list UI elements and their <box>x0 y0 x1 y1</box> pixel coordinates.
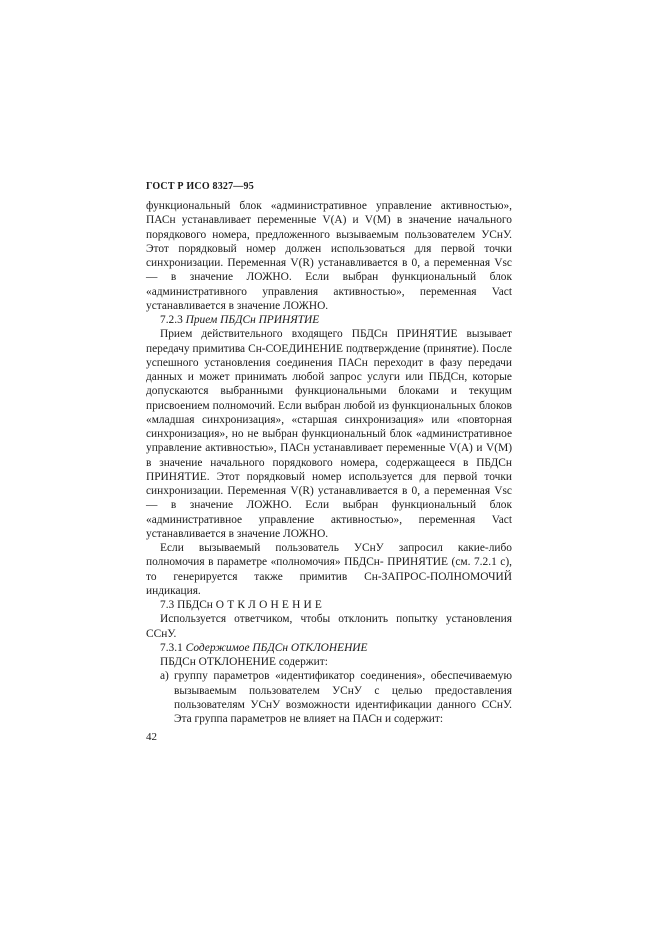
paragraph-continuation: функциональный блок «административное управление активностью», ПАСн устанавливает переменные V(A) и V(M) в значение начального порядкового номера, предложенного вызываемым пользователем УСнУ. Этот порядковый номер должен использоваться для первой точки синхронизации. Переменная V(R) устанавливается в 0, а переменная Vsc — в значение ЛОЖНО. Если выбран функциональный блок «административного управления активностью», переменная Vact устанавливается в значение ЛОЖНО. <box>146 200 512 312</box>
section-title: Содержимое ПБДСн ОТКЛОНЕНИЕ <box>185 641 368 654</box>
document-header: ГОСТ Р ИСО 8327—95 <box>146 181 254 192</box>
section-number: 7.3 <box>160 599 175 611</box>
section-title-prefix: ПБДСн <box>177 599 213 611</box>
section-number: 7.2.3 <box>160 314 183 326</box>
section-title-spaced: ОТКЛОНЕНИЕ <box>215 599 326 611</box>
list-text: группу параметров «идентификатор соединения», обеспечиваемую вызываемым пользователем УСнУ с целью предоставления пользователям УСнУ возможности идентификации данного ССнУ. Эта группа параметров не влияет на ПАСн и содержит: <box>174 670 512 725</box>
list-marker: a) <box>160 670 169 683</box>
page-number: 42 <box>146 731 157 743</box>
paragraph-7-3-1: Используется ответчиком, чтобы отклонить попытку установления ССнУ. <box>146 613 512 640</box>
section-heading-7-3-1 <box>146 641 512 655</box>
paragraph-7-2-3-2: Если вызываемый пользователь УСнУ запросил какие-либо полномочия в параметре «полномочия» ПБДСн- ПРИНЯТИЕ (см. 7.2.1 с), то генерируется также примитив Сн-ЗАПРОС-ПОЛНОМОЧИЙ индикация. <box>146 542 512 597</box>
list-item-a <box>146 669 512 726</box>
paragraph-7-3-1-1: ПБДСн ОТКЛОНЕНИЕ содержит: <box>160 656 328 668</box>
document-body <box>146 199 512 726</box>
section-title: Прием ПБДСн ПРИНЯТИЕ <box>185 314 320 326</box>
section-heading-7-2-3 <box>146 313 512 327</box>
section-heading-7-3 <box>146 598 512 612</box>
section-number: 7.3.1 <box>160 641 183 654</box>
paragraph-7-2-3-1: Прием действительного входящего ПБДСн ПРИНЯТИЕ вызывает передачу примитива Сн-СОЕДИНЕНИЕ подтверждение (принятие). После успешного установления соединения ПАСн переходит в фазу передачи данных и может принимать любой запрос услуги или ПБДСн, которые допускаются выбранными функциональными блоками и текущим присвоением полномочий. Если выбран любой из функциональных блоков «младшая синхронизация», «старшая синхронизация» или «повторная синхронизация», но не выбран функциональный блок «административное управление активностью», ПАСн устанавливает переменные V(A) и V(M) в значение начального порядкового номера, содержащееся в ПБДСн ПРИНЯТИЕ. Этот порядковый номер используется для первой точки синхронизации. Переменная V(R) устанавливается в 0, а переменная Vsc — в значение ЛОЖНО. Если выбран функциональный блок «административное управление активностью», переменная Vact устанавливается в значение ЛОЖНО. <box>146 328 512 540</box>
